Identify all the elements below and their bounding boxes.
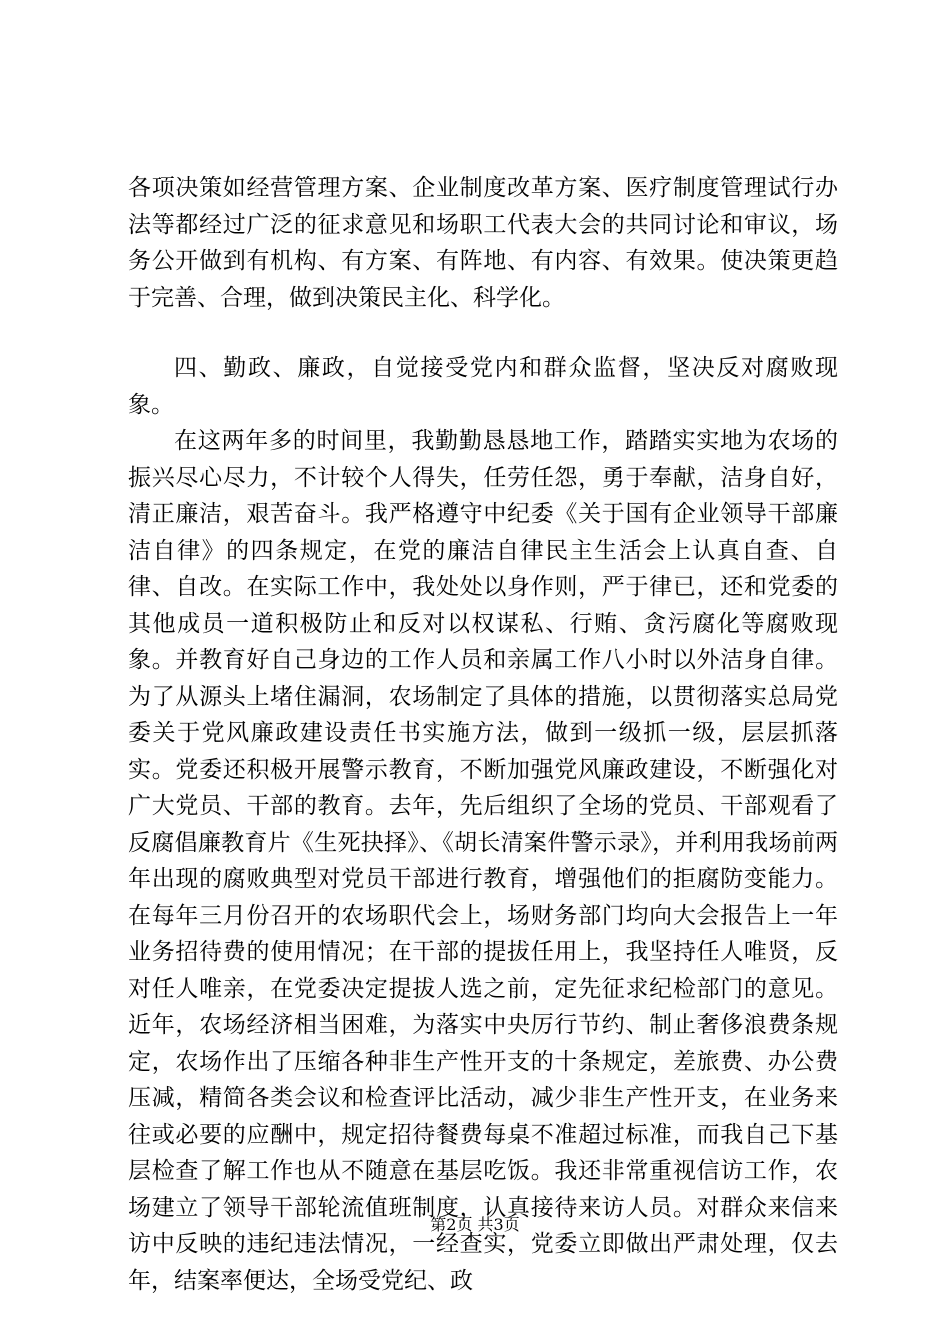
paragraph-integrity-details: 在这两年多的时间里，我勤勤恳恳地工作，踏踏实实地为农场的振兴尽心尽力，不计较个人得失，任劳任怨，勇于奉献，洁身自好，清正廉洁，艰苦奋斗。我严格遵守中纪委《关于国有企业领导干部廉洁自律》的四条规定，在党的廉洁自律民主生活会上认真自查、自律、自改。在实际工作中，我处处以身作则，严于律已，还和党委的其他成员一道积极防止和反对以权谋私、行贿、贪污腐化等腐败现象。并教育好自己身边的工作人员和亲属工作八小时以外洁身自律。为了从源头上堵住漏洞，农场制定了具体的措施，以贯彻落实总局党委关于党风廉政建设责任书实施方法，做到一级抓一级，层层抓落实。党委还积极开展警示教育，不断加强党风廉政建设，不断强化对广大党员、干部的教育。去年，先后组织了全场的党员、干部观看了反腐倡廉教育片《生死抉择》、《胡长清案件警示录》，并利用我场前两年出现的腐败典型对党员干部进行教育，增强他们的拒腐防变能力。在每年三月份召开的农场职代会上，场财务部门均向大会报告上一年业务招待费的使用情况；在干部的提拔任用上，我坚持任人唯贤，反对任人唯亲，在党委决定提拔人选之前，定先征求纪检部门的意见。近年，农场经济相当困难，为落实中央厉行节约、制止奢侈浪费条规定，农场作出了压缩各种非生产性开支的十条规定，差旅费、办公费压减，精简各类会议和检查评比活动，减少非生产性开支，在业务来往或必要的应酬中，规定招待餐费每桌不准超过标准，而我自己下基层检查了解工作也从不随意在基层吃饭。我还非常重视信访工作，农场建立了领导干部轮流值班制度，认真接待来访人员。对群众来信来访中反映的违纪违法情况，一经查实，党委立即做出严肃处理，仅去年，结案率便达，全场受党纪、政 (128, 428, 838, 1294)
section-heading-integrity: 四、勤政、廉政，自觉接受党内和群众监督，坚决反对腐败现象。 (128, 355, 838, 418)
document-body (128, 170, 838, 1299)
paragraph-decision-making: 各项决策如经营管理方案、企业制度改革方案、医疗制度管理试行办法等都经过广泛的征求意见和场职工代表大会的共同讨论和审议，场务公开做到有机构、有方案、有阵地、有内容、有效果。使决策更趋于完善、合理，做到决策民主化、科学化。 (128, 175, 838, 311)
page-number-footer: 第2页 共3页 (430, 1215, 520, 1234)
paragraph-spacer (128, 316, 838, 350)
